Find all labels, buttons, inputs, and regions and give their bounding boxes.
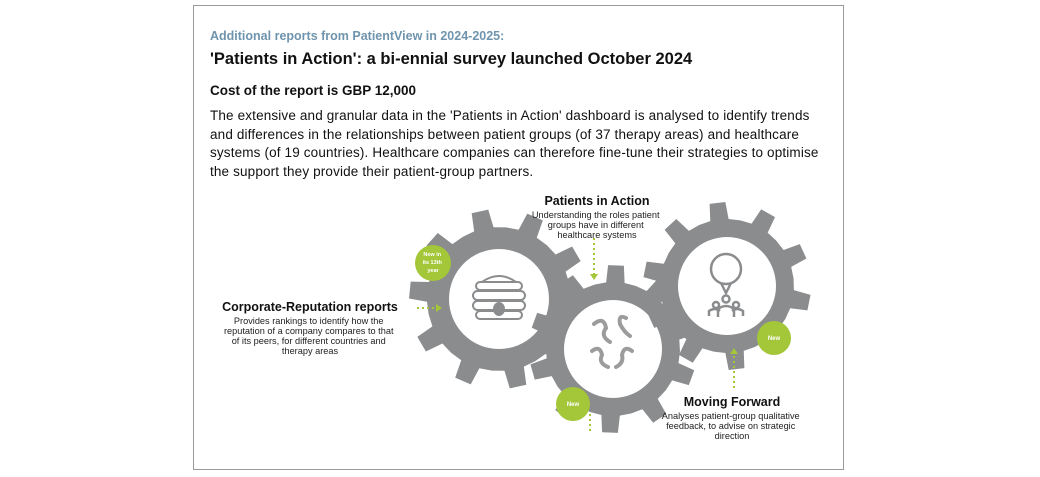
label-desc-line: Provides rankings to identify how the [233, 316, 384, 326]
label-desc-line: reputation of a company compares to that [223, 326, 394, 336]
badge-line: its 13th [422, 260, 442, 266]
label-moving-forward [662, 395, 802, 441]
label-desc-line: groups have in different [547, 220, 644, 230]
section-kicker: Additional reports from PatientView in 2024-2025: [210, 29, 505, 43]
cost-line: Cost of the report is GBP 12,000 [210, 83, 417, 98]
label-title: Corporate-Reputation reports [222, 300, 398, 314]
badge-text: New [767, 336, 781, 342]
label-desc-line: of its peers, for different countries and [231, 336, 386, 346]
label-desc-line: Analyses patient-group qualitative [661, 411, 800, 421]
gears-diagram [194, 6, 845, 471]
description-paragraph: The extensive and granular data in the 'Patients in Action' dashboard is analysed to identify trends and differences in the relationships between patient groups (of 37 therapy areas) and healthcare systems (of 19 countries). Healthcare companies can therefore fine-tune their strategies to optimise the support they provide their patient-group partners. [210, 108, 819, 179]
label-desc-line: therapy areas [281, 346, 339, 356]
label-corporate-reputation [222, 300, 398, 356]
badge-text: New [566, 402, 580, 408]
report-card [193, 5, 844, 470]
svg-text:Provides rankings to identify [224, 316, 396, 356]
label-desc-line: direction [714, 431, 750, 441]
label-desc-line: feedback, to advise on strategic [666, 421, 796, 431]
svg-text:Understanding the roles patien [532, 210, 662, 240]
badge-line: year [427, 268, 439, 274]
badge-line: New in [423, 252, 442, 258]
badge-corporate [415, 245, 451, 281]
svg-text:Analyses patient-group qualita [662, 411, 802, 441]
label-title: Moving Forward [683, 395, 781, 409]
page-title: 'Patients in Action': a bi-ennial survey launched October 2024 [210, 50, 693, 68]
label-desc-line: healthcare systems [557, 230, 637, 240]
badge-right-new [757, 321, 791, 355]
badge-center-new [556, 387, 590, 421]
label-title: Patients in Action [544, 194, 650, 208]
label-desc-line: Understanding the roles patient [531, 210, 660, 220]
label-patients-in-action [532, 194, 662, 240]
